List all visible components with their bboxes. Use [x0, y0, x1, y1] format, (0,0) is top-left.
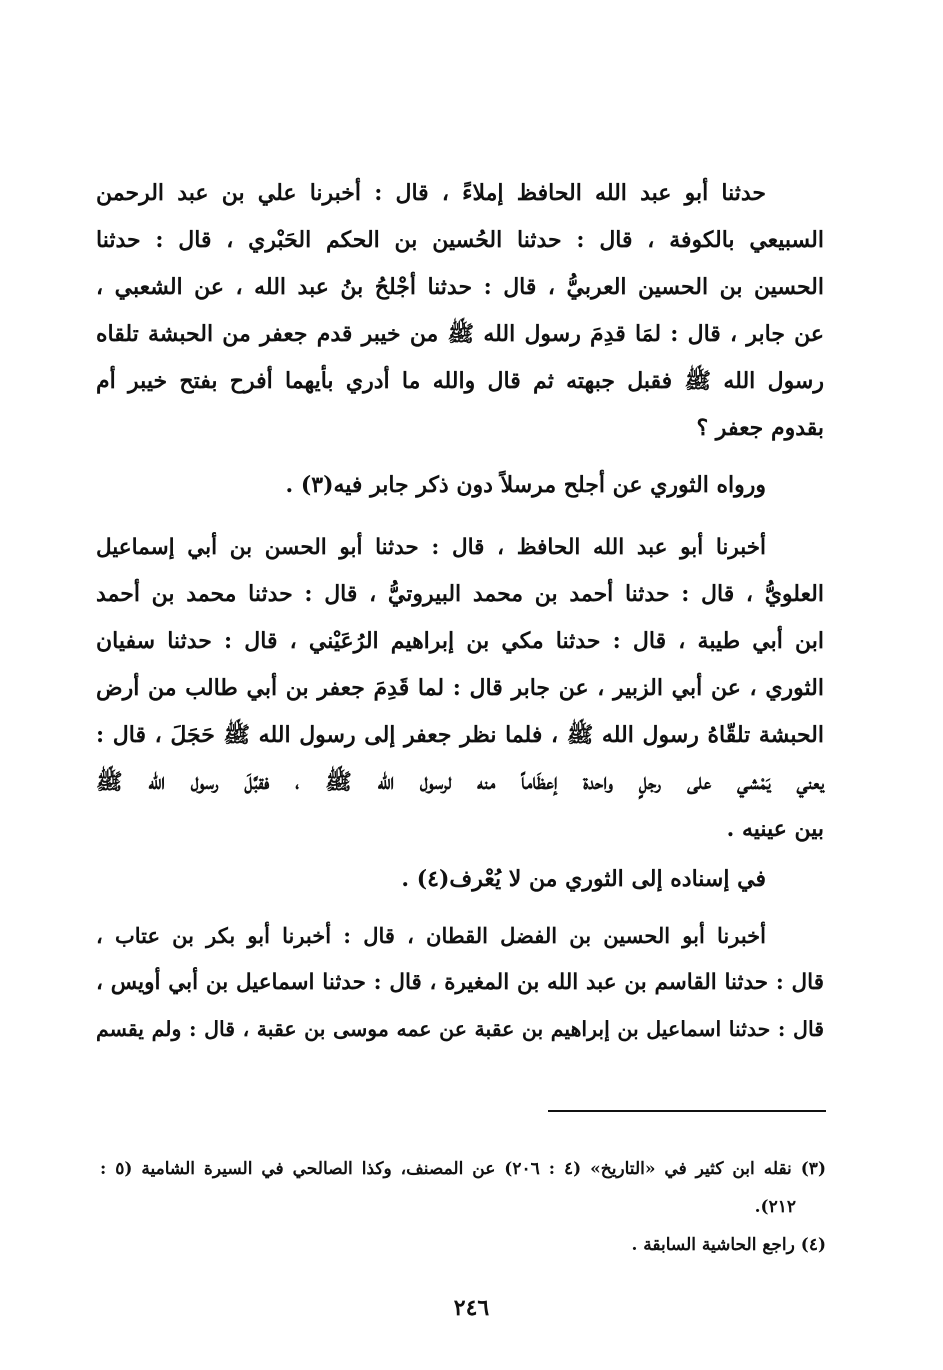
paragraph-3	[96, 524, 824, 853]
text-line: أخبرنا أبو الحسين بن الفضل القطان ، قال : أخبرنا أبو بكر بن عتاب ،	[96, 923, 766, 948]
text-line: الحبشة تلقّاهُ رسول الله ﷺ ، فلما نظر جعفر إلى رسول الله ﷺ حَجَلَ ، قال :	[96, 722, 824, 748]
paragraph-2	[96, 462, 824, 509]
text-line: رسول الله ﷺ فقبل جبهته ثم قال والله ما أدري بأيهما أفرح بفتح خيبر أم	[96, 368, 824, 394]
text-line: العلويُّ ، قال : حدثنا أحمد بن محمد البيروتيُّ ، قال : حدثنا محمد بن أحمد	[96, 581, 824, 607]
text-line: عن جابر ، قال : لمَا قدِمَ رسول الله ﷺ من خيبر قدم جعفر من الحبشة تلقاه	[96, 321, 824, 347]
text-line: الحسين بن الحسين العربيُّ ، قال : حدثنا أجْلحُ بنُ عبد الله ، عن الشعبي ،	[96, 274, 824, 300]
text-line: قال : حدثنا القاسم بن عبد الله بن المغيرة ، قال : حدثنا اسماعيل بن أبي أويس ،	[96, 970, 824, 995]
text-line: قال : حدثنا اسماعيل بن إبراهيم بن عقبة عن عمه موسى بن عقبة ، قال : ولم يقسم	[96, 1017, 824, 1041]
text-line: بين عينيه .	[726, 816, 824, 842]
text-line: السبيعي بالكوفة ، قال : حدثنا الحُسين بن الحكم الحَبْري ، قال : حدثنا	[96, 227, 824, 253]
page-number: ٢٤٦	[453, 1295, 490, 1321]
footnote-3-continuation: ٢١٢).	[754, 1197, 796, 1217]
text-line: الثوري ، عن أبي الزبير ، عن جابر قال : لما قَدِمَ جعفر بن أبي طالب من أرض	[96, 675, 824, 701]
footnote-4: (٤) راجع الحاشية السابقة .	[631, 1235, 826, 1255]
paragraph-1	[96, 170, 824, 452]
paragraph-4	[96, 856, 824, 903]
footnote-separator	[548, 1110, 826, 1112]
paragraph-5	[96, 912, 824, 1053]
footnotes	[100, 1150, 826, 1264]
footnote-3: (٣) نقله ابن كثير في «التاريخ» (٤ : ٢٠٦) عن المصنف، وكذا الصالحي في السيرة الشامية (٥ :	[100, 1159, 826, 1179]
text-line: ابن أبي طيبة ، قال : حدثنا مكي بن إبراهيم الرُعَيْني ، قال : حدثنا سفيان	[96, 628, 824, 654]
text-line: بقدوم جعفر ؟	[696, 415, 824, 441]
text-line: أخبرنا أبو عبد الله الحافظ ، قال : حدثنا أبو الحسن بن أبي إسماعيل	[96, 535, 766, 560]
text-line: في إسناده إلى الثوري من لا يُعْرف(٤) .	[401, 866, 766, 892]
text-line: ورواه الثوري عن أجلح مرسلاً دون ذكر جابر فيه(٣) .	[285, 472, 766, 498]
text-line: يعني يَمْشي على رجلٍ واحدة إعظَاماً منه لرسول الله ﷺ ، فقبَّلَ رسول الله ﷺ	[96, 769, 824, 795]
text-line: حدثنا أبو عبد الله الحافظ إملاءً ، قال : أخبرنا علي بن عبد الرحمن	[96, 180, 766, 206]
